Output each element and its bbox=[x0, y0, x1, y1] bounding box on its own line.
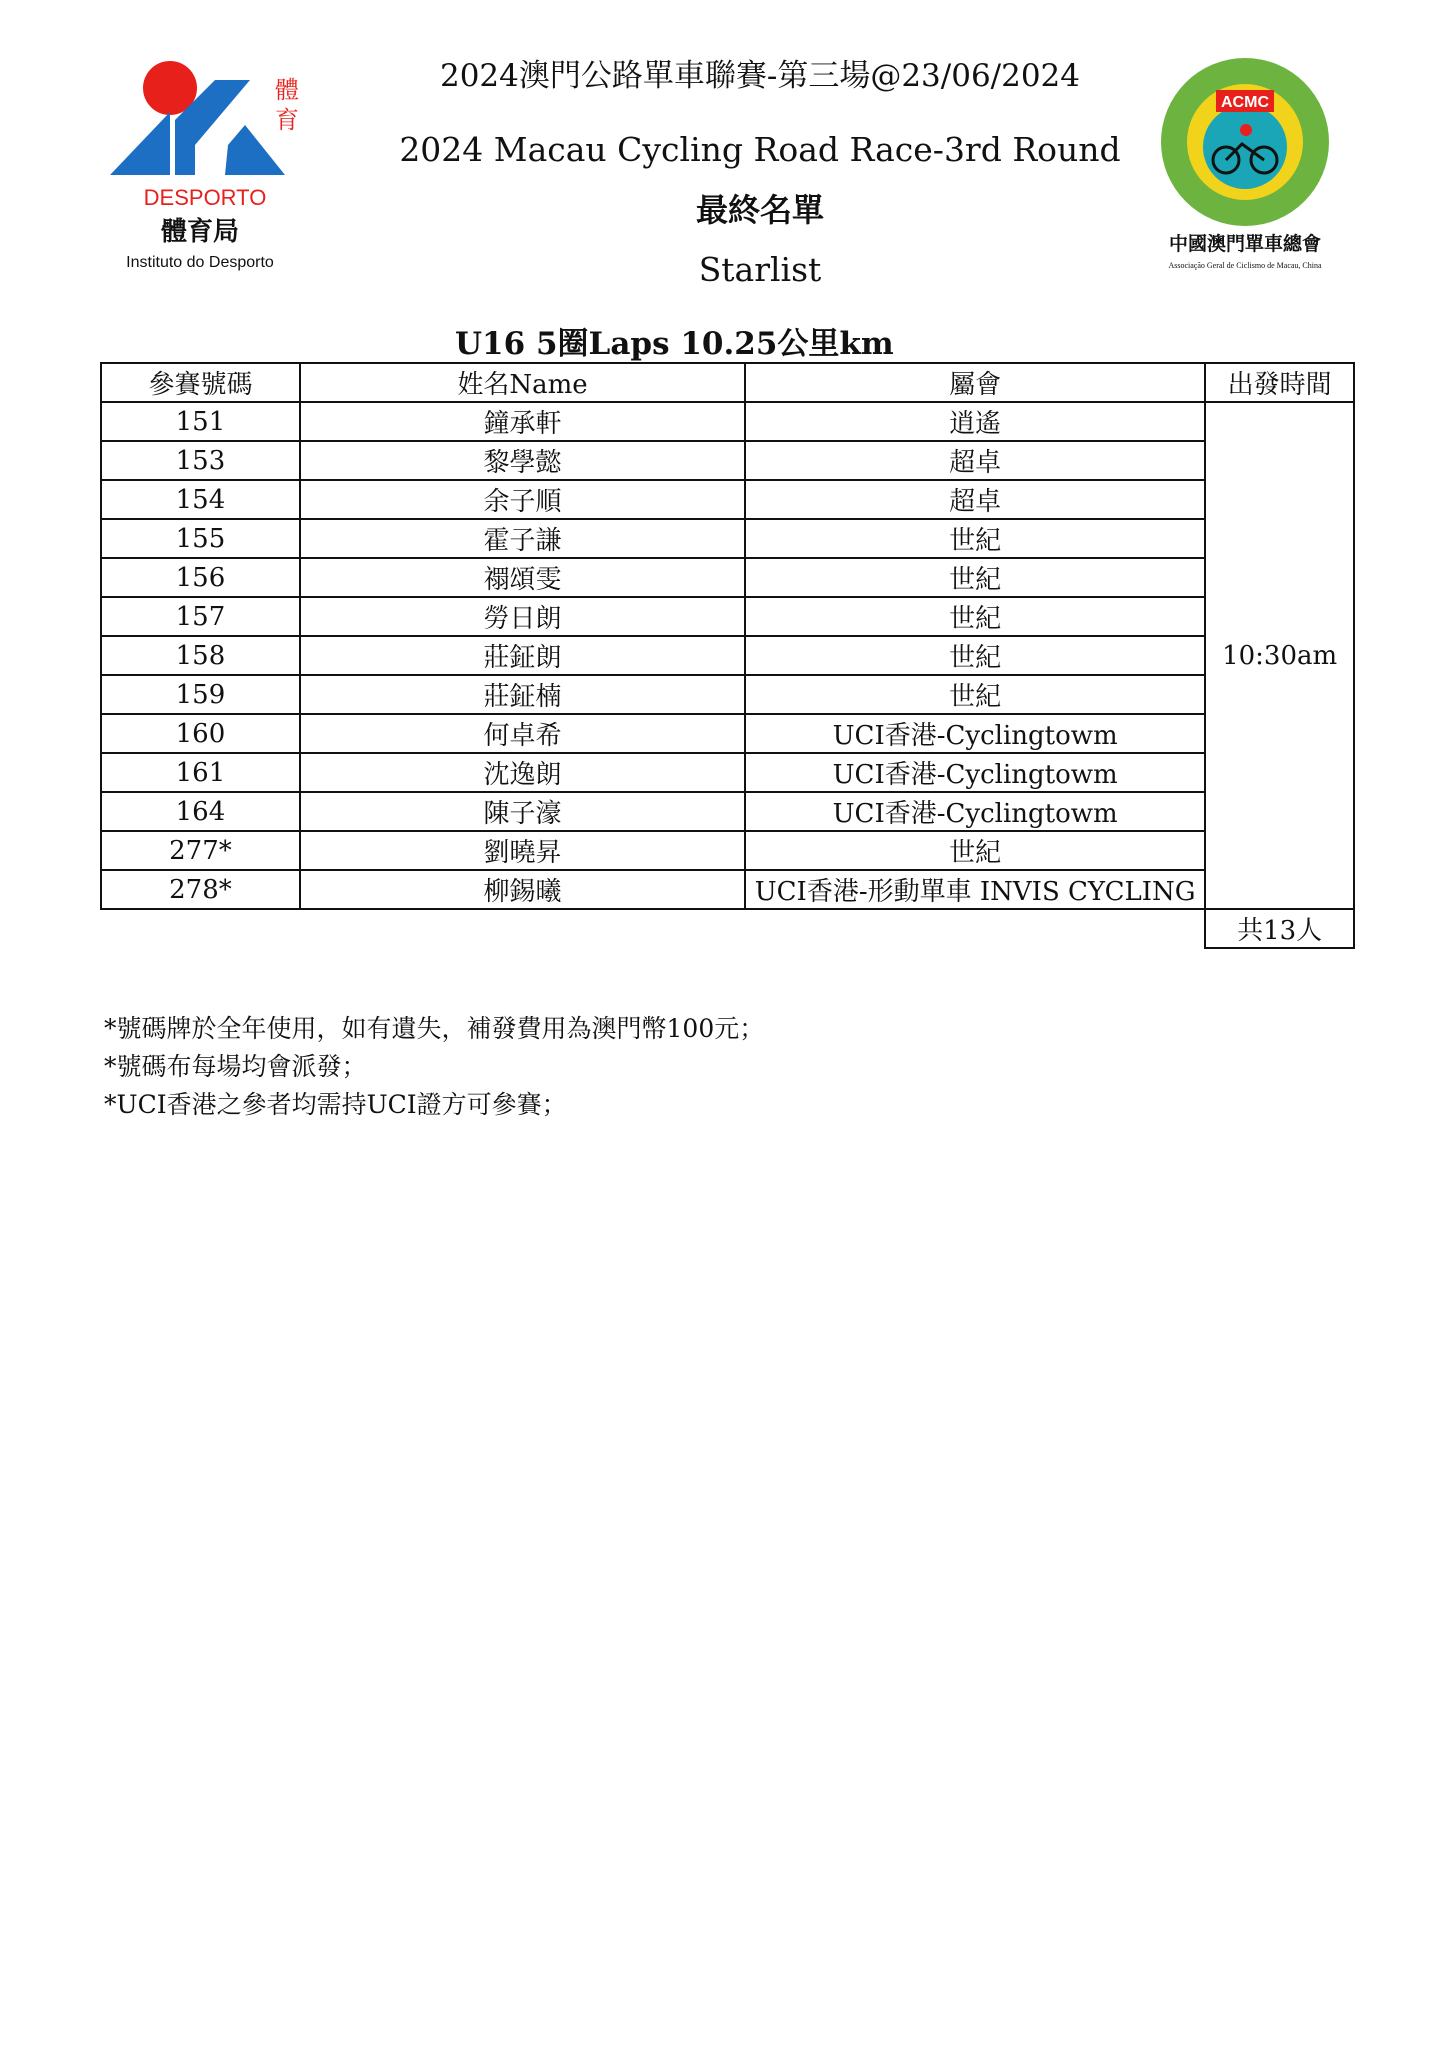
club-cell: UCI香港-Cyclingtowm bbox=[745, 792, 1205, 831]
note-item: *UCI香港之參者均需持UCI證方可參賽； bbox=[104, 1090, 567, 1119]
rider-name-cell: 陳子濠 bbox=[300, 792, 745, 831]
logo-left-name-cn: 體育局 bbox=[160, 217, 240, 247]
bib-number-cell: 164 bbox=[101, 792, 300, 831]
header-start-time: 出發時間 bbox=[1205, 363, 1354, 402]
table-row bbox=[101, 870, 1354, 909]
note-item: *號碼牌於全年使用，如有遺失，補發費用為澳門幣100元； bbox=[104, 1014, 765, 1043]
note-item: *號碼布每場均會派發； bbox=[104, 1052, 367, 1081]
bib-number-cell: 151 bbox=[101, 402, 300, 441]
bib-number-cell: 159 bbox=[101, 675, 300, 714]
rider-name-cell: 黎學懿 bbox=[300, 441, 745, 480]
bib-number-cell: 155 bbox=[101, 519, 300, 558]
logo-left-brand: DESPORTO bbox=[143, 185, 267, 210]
event-title-en: 2024 Macau Cycling Road Race-3rd Round bbox=[399, 130, 1121, 169]
bib-number-cell: 157 bbox=[101, 597, 300, 636]
document-header bbox=[380, 58, 1140, 290]
bib-number-cell: 161 bbox=[101, 753, 300, 792]
logo-left-name-pt: Instituto do Desporto bbox=[126, 254, 274, 271]
club-cell: 世紀 bbox=[745, 675, 1205, 714]
svg-text:育: 育 bbox=[275, 106, 299, 134]
table-row bbox=[101, 714, 1354, 753]
table-row bbox=[101, 519, 1354, 558]
rider-name-cell: 鐘承軒 bbox=[300, 402, 745, 441]
bib-number-cell: 278* bbox=[101, 870, 300, 909]
table-row bbox=[101, 831, 1354, 870]
acmc-logo bbox=[1150, 52, 1340, 282]
total-row bbox=[101, 909, 1354, 948]
rider-name-cell: 莊鉦楠 bbox=[300, 675, 745, 714]
table-row bbox=[101, 480, 1354, 519]
document-title-cn: 最終名單 bbox=[695, 191, 824, 229]
bib-number-cell: 158 bbox=[101, 636, 300, 675]
event-title-cn: 2024澳門公路單車聯賽-第三場@23/06/2024 bbox=[439, 58, 1081, 94]
bib-number-cell: 156 bbox=[101, 558, 300, 597]
table-row bbox=[101, 597, 1354, 636]
race-category: U16 5圈Laps 10.25公里km bbox=[455, 326, 894, 362]
bib-number-cell: 160 bbox=[101, 714, 300, 753]
club-cell: 世紀 bbox=[745, 636, 1205, 675]
rider-name-cell: 沈逸朗 bbox=[300, 753, 745, 792]
bib-number-cell: 154 bbox=[101, 480, 300, 519]
table-row bbox=[101, 792, 1354, 831]
rider-name-cell: 余子順 bbox=[300, 480, 745, 519]
rider-name-cell: 霍子謙 bbox=[300, 519, 745, 558]
instituto-do-desporto-logo bbox=[100, 50, 310, 290]
club-cell: UCI香港-Cyclingtowm bbox=[745, 714, 1205, 753]
logo-right-name-pt: Associação Geral de Ciclismo de Macau, China bbox=[1168, 261, 1322, 270]
header-club: 屬會 bbox=[745, 363, 1205, 402]
table-row bbox=[101, 402, 1354, 441]
club-cell: UCI香港-Cyclingtowm bbox=[745, 753, 1205, 792]
table-row bbox=[101, 675, 1354, 714]
bib-number-cell: 153 bbox=[101, 441, 300, 480]
document-title-en: Starlist bbox=[698, 250, 822, 289]
club-cell: UCI香港-形動單車 INVIS CYCLING bbox=[745, 870, 1205, 909]
acmc-badge-text: ACMC bbox=[1221, 94, 1269, 111]
logo-right-name-cn: 中國澳門單車總會 bbox=[1168, 233, 1322, 255]
starlist-table bbox=[100, 362, 1355, 949]
notes bbox=[104, 1010, 764, 1124]
start-time-cell: 10:30am bbox=[1205, 402, 1354, 909]
table-row bbox=[101, 753, 1354, 792]
rider-name-cell: 何卓希 bbox=[300, 714, 745, 753]
club-cell: 超卓 bbox=[745, 480, 1205, 519]
header-bib-number: 參賽號碼 bbox=[101, 363, 300, 402]
total-count-cell: 共13人 bbox=[1205, 909, 1354, 948]
rider-name-cell: 禤頌雯 bbox=[300, 558, 745, 597]
club-cell: 逍遙 bbox=[745, 402, 1205, 441]
table-header-row bbox=[101, 363, 1354, 402]
logo-left-text-cn-top: 體 bbox=[275, 76, 299, 104]
table-row bbox=[101, 441, 1354, 480]
table-row bbox=[101, 636, 1354, 675]
rider-name-cell: 莊鉦朗 bbox=[300, 636, 745, 675]
bib-number-cell: 277* bbox=[101, 831, 300, 870]
club-cell: 超卓 bbox=[745, 441, 1205, 480]
rider-name-cell: 劉曉昇 bbox=[300, 831, 745, 870]
club-cell: 世紀 bbox=[745, 831, 1205, 870]
header-name: 姓名Name bbox=[300, 363, 745, 402]
club-cell: 世紀 bbox=[745, 597, 1205, 636]
table-row bbox=[101, 558, 1354, 597]
club-cell: 世紀 bbox=[745, 519, 1205, 558]
club-cell: 世紀 bbox=[745, 558, 1205, 597]
rider-name-cell: 柳錫曦 bbox=[300, 870, 745, 909]
rider-name-cell: 勞日朗 bbox=[300, 597, 745, 636]
